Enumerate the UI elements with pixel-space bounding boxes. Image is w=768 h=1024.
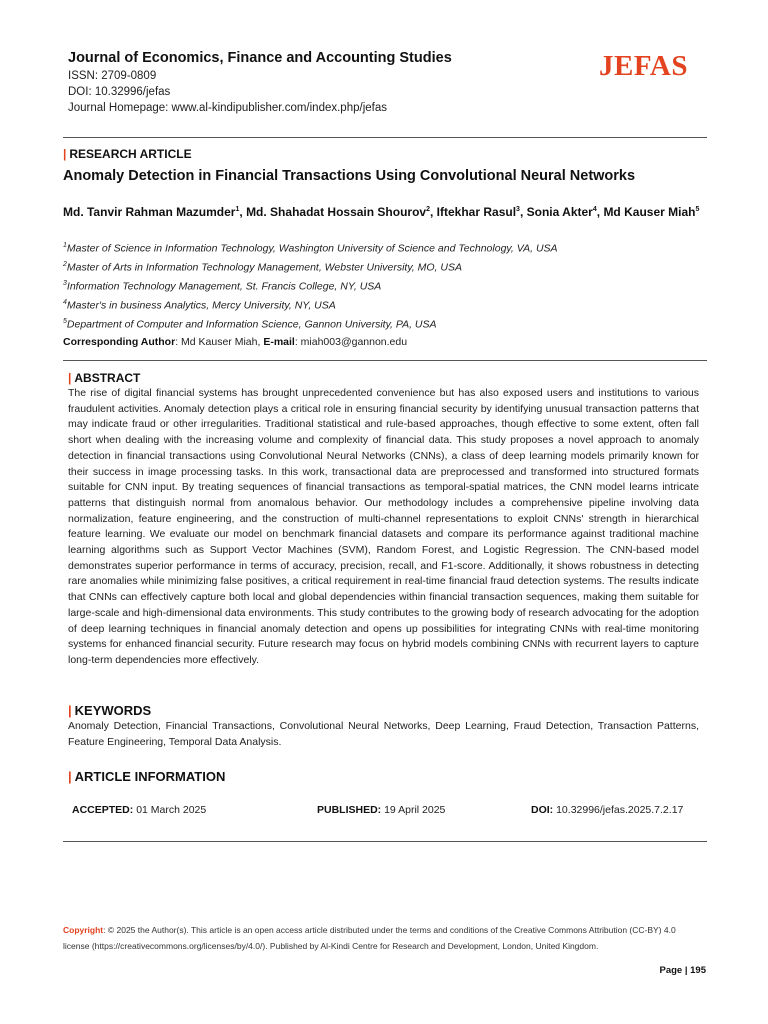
author-affil-mark: 1 — [235, 206, 240, 213]
affiliation-item: $^3$Information Technology Management, St. Francis College, NY, USA — [63, 280, 382, 293]
author-affil-mark: 2 — [426, 206, 430, 213]
journal-issn: ISSN: 2709-0809 — [68, 70, 157, 82]
abstract-section — [68, 370, 699, 669]
journal-logo: JEFAS — [599, 50, 688, 82]
author-name: Sonia Akter — [526, 205, 593, 219]
keywords-text: Anomaly Detection, Financial Transactions, Convolutional Neural Networks, Deep Learning, Fraud Detection, Transaction Patterns, Feature Engineering, Temporal Data Analysis. — [68, 720, 699, 748]
author-name: Md. Shahadat Hossain Shourov — [246, 205, 427, 219]
author-name: Md Kauser Miah — [603, 205, 696, 219]
accepted-date: ACCEPTED: 01 March 2025 — [72, 804, 207, 816]
article-title: Anomaly Detection in Financial Transactions Using Convolutional Neural Networks — [63, 168, 636, 184]
article-type-heading — [63, 146, 707, 162]
heading-accent-bar: | — [63, 147, 67, 161]
author-affil-mark: 3 — [516, 206, 520, 213]
heading-accent-bar: | — [68, 371, 72, 385]
article-info-heading: | ARTICLE INFORMATION — [68, 769, 226, 784]
affiliation-item: $^1$Master of Science in Information Technology, Washington University of Science and Technology, VA, USA — [63, 242, 558, 255]
copyright-notice — [63, 922, 703, 954]
copyright-label: Copyright — [63, 925, 104, 935]
affiliation-item: $^4$Master's in business Analytics, Mercy University, NY, USA — [63, 299, 336, 312]
author-affil-mark: 5 — [695, 206, 700, 213]
article-title-block — [63, 146, 707, 350]
abstract-heading: | ABSTRACT — [68, 371, 141, 385]
article-info-divider — [63, 841, 707, 842]
email-label: E-mail — [263, 336, 295, 349]
heading-accent-bar: | — [68, 769, 72, 784]
affiliation-item: $^5$Department of Computer and Information Science, Gannon University, PA, USA — [63, 318, 437, 331]
corresponding-name: : Md Kauser Miah, — [175, 336, 264, 349]
author-list: Md. Tanvir Rahman Mazumder$^1$, Md. Shahadat Hossain Shourov$^2$, Iftekhar Rasul$^3$, Sonia Akter$^4$, Md Kauser Miah$^5$ — [63, 205, 700, 219]
journal-doi: DOI: 10.32996/jefas — [68, 86, 171, 98]
affiliation-item: $^2$Master of Arts in Information Technology Management, Webster University, MO, USA — [63, 261, 462, 274]
article-doi: DOI: 10.32996/jefas.2025.7.2.17 — [531, 804, 684, 816]
journal-homepage[interactable]: Journal Homepage: www.al-kindipublisher.com/index.php/jefas — [68, 102, 387, 114]
article-type-label: RESEARCH ARTICLE — [69, 147, 192, 161]
author-affil-mark: 4 — [592, 206, 597, 213]
title-block-divider — [63, 360, 707, 361]
affiliation-list — [63, 238, 707, 333]
article-info-section — [68, 769, 699, 785]
author-name: Md. Tanvir Rahman Mazumder — [63, 205, 236, 219]
corresponding-label: Corresponding Author — [63, 336, 176, 349]
keywords-section — [68, 703, 699, 750]
corresponding-author — [63, 334, 707, 350]
heading-accent-bar: | — [68, 703, 72, 718]
published-date: PUBLISHED: 19 April 2025 — [317, 804, 446, 816]
abstract-text: The rise of digital financial systems has brought unprecedented convenience but has also exposed users and institutions to various fraudulent activities. Anomaly detection plays a critical role in ensuring financial security by identifying unusual transaction patterns that may indicate fraud or other irregularities. Traditional statistical and rule-based approaches, though effective to some extent, often fall short when dealing with the increasing volume and complexity of financial data. This study proposes a novel approach to anomaly detection in financial transactions using Convolutional Neural Networks (CNNs), a class of deep learning models primarily known for their success in image processing tasks. In this work, transactional data are preprocessed and transformed into structured formats suitable for CNN input. By treating sequences of financial transactions as temporal-spatial matrices, the CNN model learns intricate patterns that distinguish normal from anomalous behavior. Our methodology includes a comprehensive pipeline involving data normalization, feature engineering, and the construction of multi-channel representations to exploit CNNs' strength in hierarchical feature learning. We evaluate our model on benchmark financial datasets and compare its performance against traditional machine learning algorithms such as Support Vector Machines (SVM), Random Forest, and Logistic Regression. The CNN-based model demonstrates superior performance in terms of accuracy, precision, recall, and F1-score. Additionally, it shows robustness in detecting rare anomalies while minimizing false positives, a critical requirement in real-time financial fraud detection systems. The results indicate that CNNs can effectively capture both local and global dependencies within financial transaction sequences, making them suitable for large-scale and high-dimensional data environments. This study contributes to the growing body of research advocating for the adoption of deep learning techniques in financial anomaly detection and opens up possibilities for integrating CNNs with real-time monitoring systems for enhanced financial security. Future research may focus on hybrid models combining CNNs with recurrent layers to capture long-term dependencies more effectively. — [68, 387, 699, 666]
email-address[interactable]: : miah003@gannon.edu — [294, 336, 408, 349]
keywords-heading: | KEYWORDS — [68, 703, 152, 718]
page-number: Page | 195 — [659, 965, 706, 976]
author-name: Iftekhar Rasul — [436, 205, 517, 219]
journal-title: Journal of Economics, Finance and Accounting Studies — [68, 50, 452, 66]
copyright-text: : © 2025 the Author(s). This article is an open access article distributed under the terms and conditions of the Creative Commons Attribution (CC-BY) 4.0 license (https://creativecommons.org/licenses/by/4.0/). Published by Al-Kindi Centre for Research and Development, London, United Kingdom. — [63, 925, 676, 951]
header-divider — [63, 137, 707, 138]
